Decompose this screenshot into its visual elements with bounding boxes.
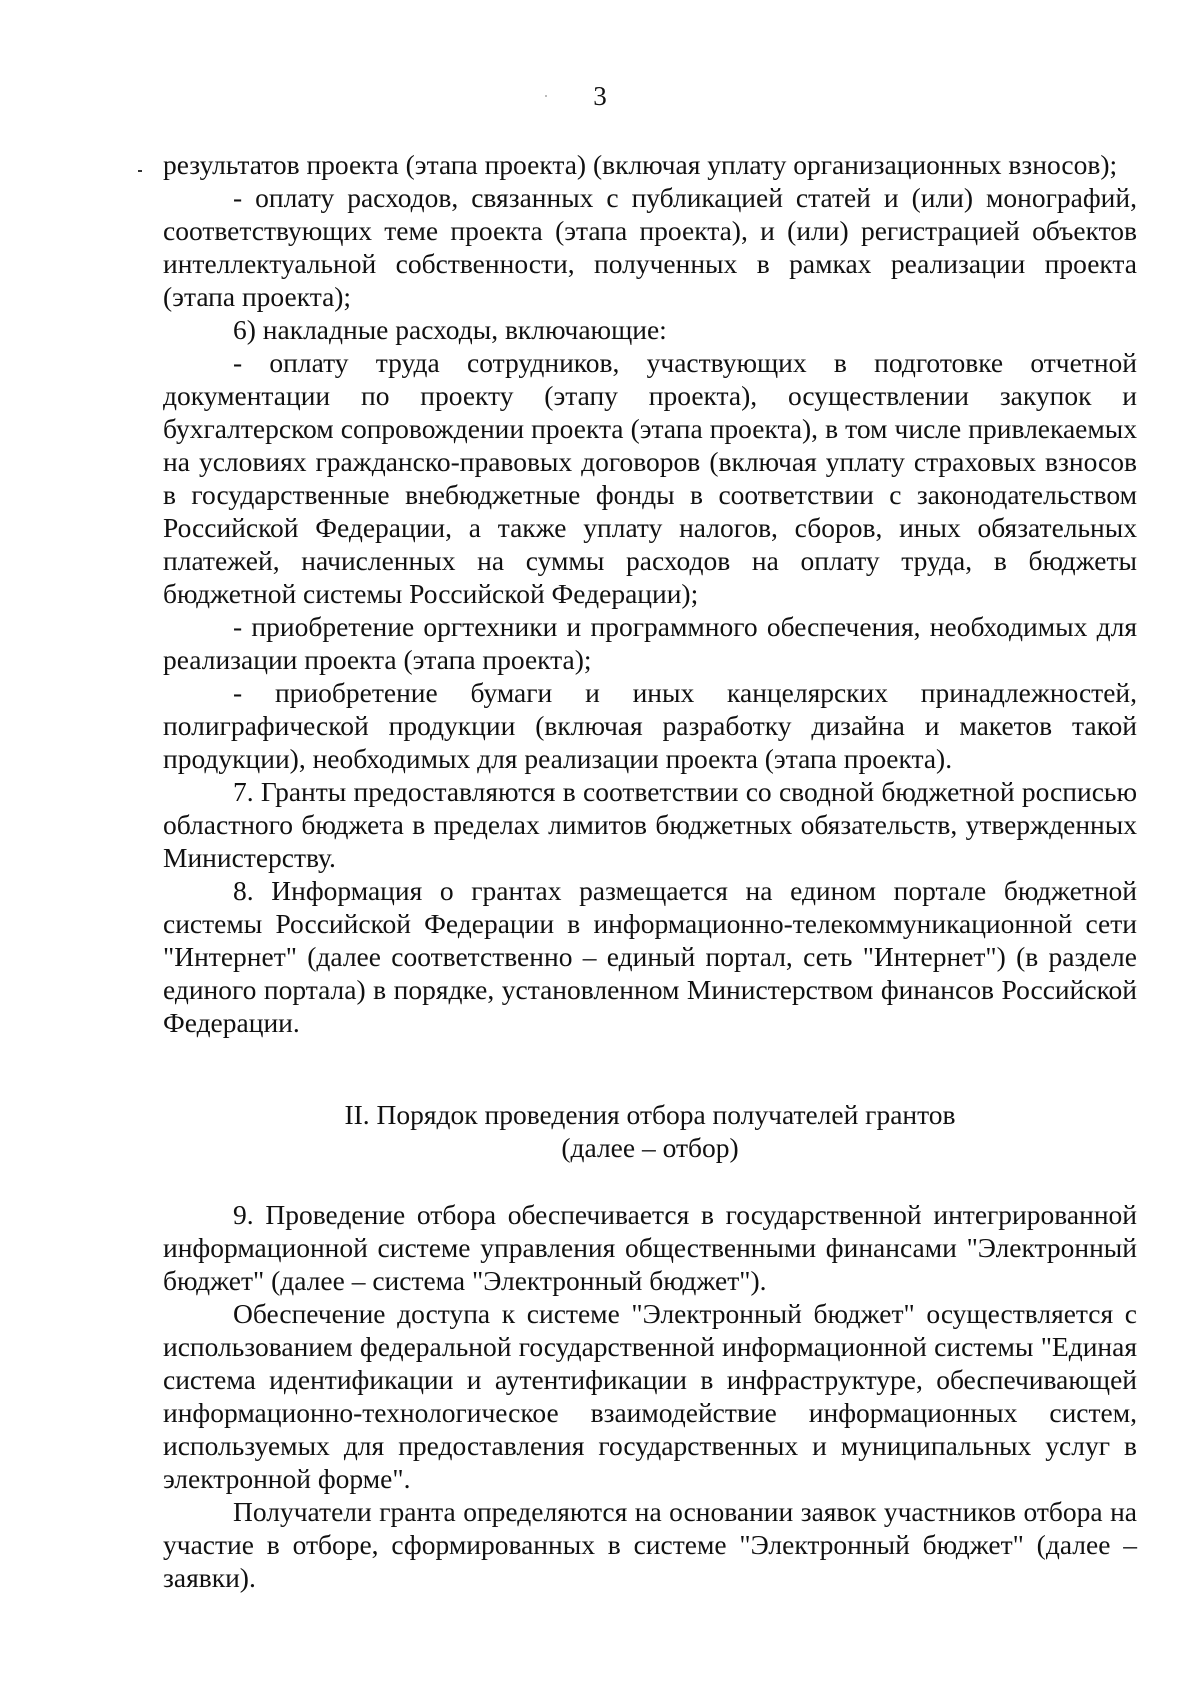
- section-heading: [163, 1098, 1137, 1164]
- paragraph: результатов проекта (этапа проекта) (включая уплату организационных взносов);: [163, 149, 1118, 180]
- paragraph: Получатели гранта определяются на основании заявок участников отбора на участие в отборе, сформированных в системе "Электронный бюджет" (далее – заявки).: [163, 1496, 1137, 1593]
- body-text-bottom: [163, 1198, 1137, 1594]
- paragraph: - приобретение бумаги и иных канцелярских принадлежностей, полиграфической продукции (включая разработку дизайна и макетов такой продукции), необходимых для реализации проекта (этапа проекта).: [163, 677, 1137, 774]
- paragraph: 6) накладные расходы, включающие:: [233, 314, 667, 345]
- section-heading-line: II. Порядок проведения отбора получателей грантов: [344, 1099, 956, 1130]
- section-heading-line: (далее – отбор): [561, 1132, 739, 1163]
- scan-artifact: [138, 170, 142, 172]
- page-number: 3: [593, 81, 607, 111]
- paragraph: - оплату труда сотрудников, участвующих в подготовке отчетной документации по проекту (этапу проекта), осуществлении закупок и бухгалтерском сопровождении проекта (этапа проекта), в том числе привлекаемых на условиях гражданско-правовых договоров (включая уплату страховых взносов в государственные внебюджетные фонды в соответствии с законодательством Российской Федерации, а также уплату налогов, сборов, иных обязательных платежей, начисленных на суммы расходов на оплату труда, в бюджеты бюджетной системы Российской Федерации);: [163, 347, 1137, 609]
- paragraph: 9. Проведение отбора обеспечивается в государственной интегрированной информационной системе управления общественными финансами "Электронный бюджет" (далее – система "Электронный бюджет").: [163, 1199, 1137, 1296]
- paragraph: - оплату расходов, связанных с публикацией статей и (или) монографий, соответствующих теме проекта (этапа проекта), и (или) регистрацией объектов интеллектуальной собственности, полученных в рамках реализации проекта (этапа проекта);: [163, 182, 1137, 312]
- paragraph: 7. Гранты предоставляются в соответствии со сводной бюджетной росписью областного бюджета в пределах лимитов бюджетных обязательств, утвержденных Министерству.: [163, 776, 1137, 873]
- body-text-top: [163, 148, 1137, 1039]
- paragraph: Обеспечение доступа к системе "Электронный бюджет" осуществляется с использованием федеральной государственной информационной системы "Единая система идентификации и аутентификации в инфраструктуре, обеспечивающей информационно-технологическое взаимодействие информационных систем, используемых для предоставления государственных и муниципальных услуг в электронной форме".: [163, 1298, 1137, 1494]
- paragraph: - приобретение оргтехники и программного обеспечения, необходимых для реализации проекта (этапа проекта);: [163, 611, 1137, 675]
- paragraph: 8. Информация о грантах размещается на едином портале бюджетной системы Российской Федерации в информационно-телекоммуникационной сети "Интернет" (далее соответственно – единый портал, сеть "Интернет") (в разделе единого портала) в порядке, установленном Министерством финансов Российской Федерации.: [163, 875, 1137, 1038]
